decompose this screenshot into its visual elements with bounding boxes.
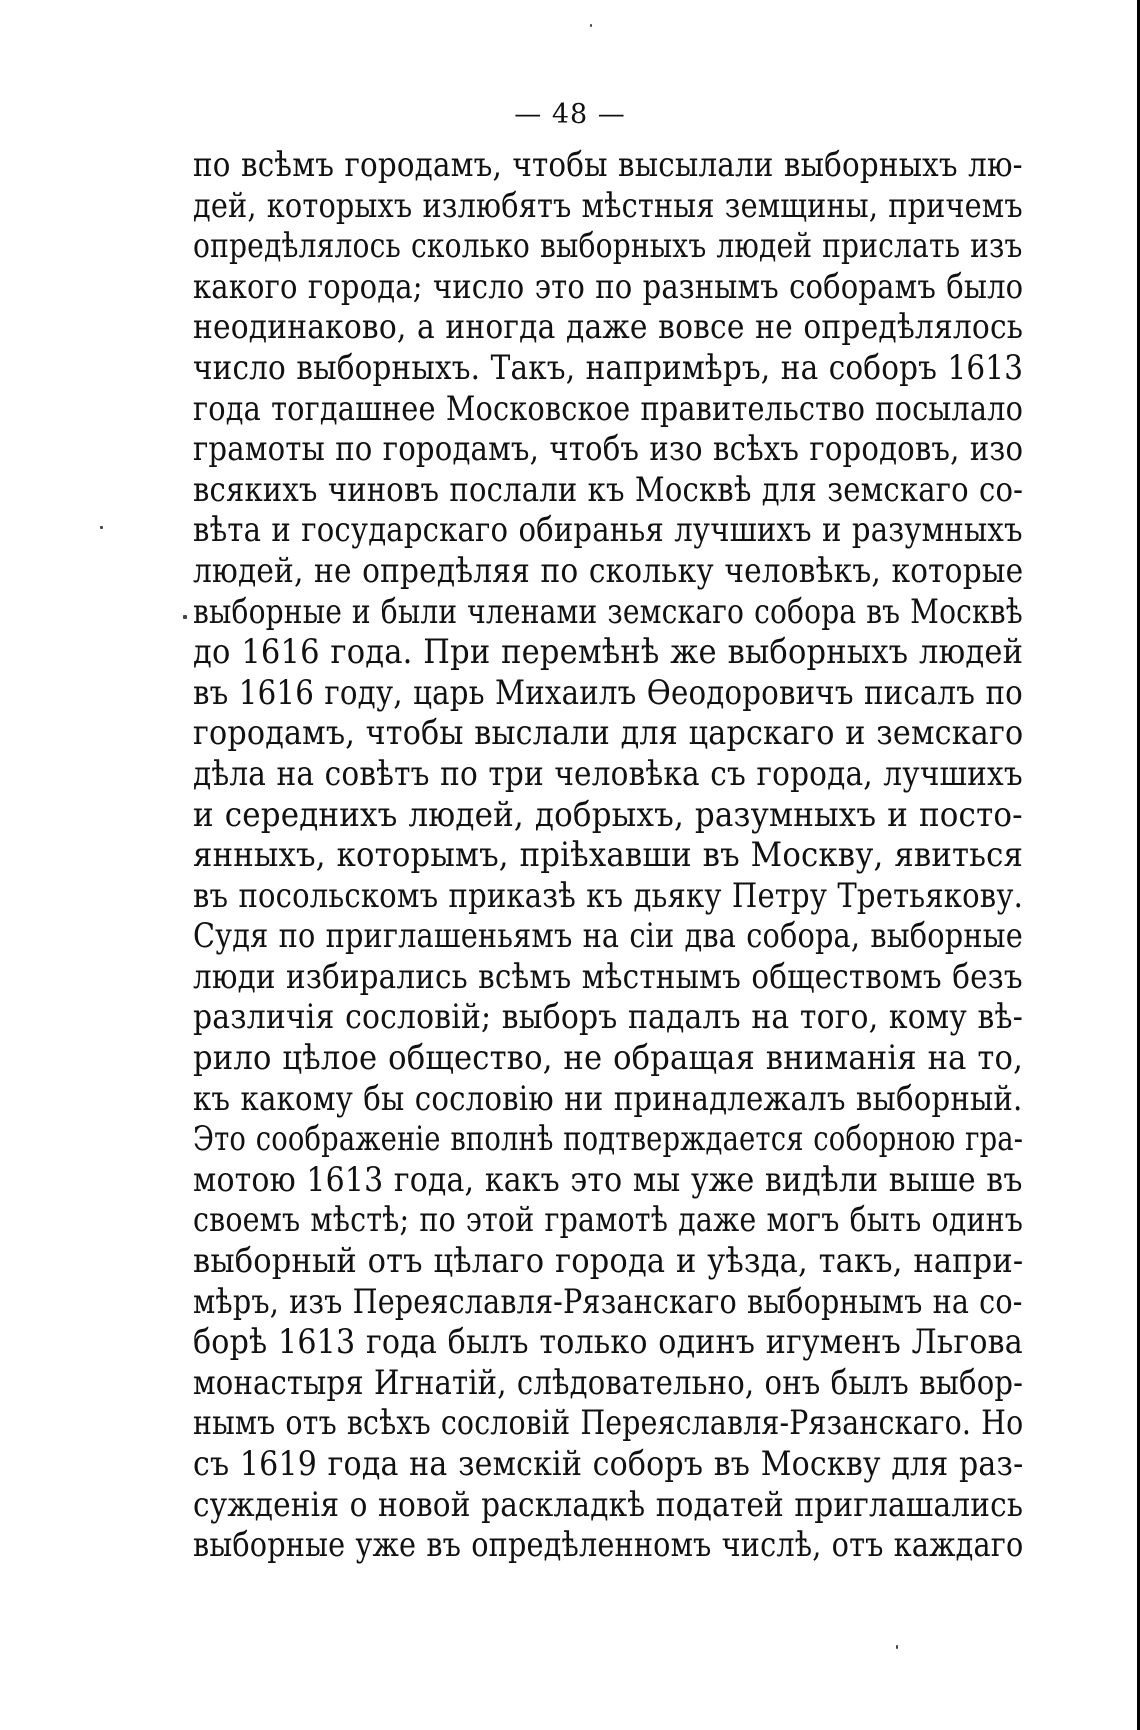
text-line: какого города; число это по разнымъ соборамъ было (193, 266, 1024, 306)
text-line: городамъ, чтобы выслали для царскаго и земскаго (193, 713, 1024, 753)
text-line: людей, не опредѣляя по скольку человѣкъ, которые (193, 550, 1024, 590)
text-line: по всѣмъ городамъ, чтобы высылали выборныхъ лю- (193, 145, 1023, 184)
text-line: мотою 1613 года, какъ это мы уже видѣли выше въ (193, 1159, 1023, 1199)
text-line: дей, которыхъ излюбятъ мѣстныя земщины, причемъ (193, 185, 1023, 225)
text-line: вѣта и государскаго обиранья лучшихъ и разумныхъ (193, 510, 1023, 550)
text-line: съ 1619 года на земскій соборъ въ Москву для раз- (193, 1444, 1024, 1483)
text-line: число выборныхъ. Такъ, напримѣръ, на соборъ 1613 (193, 347, 1024, 387)
text-line: опредѣлялось сколько выборныхъ людей прислать изъ (193, 226, 1023, 266)
text-line: неодинаково, а иногда даже вовсе не опредѣлялось (193, 307, 1024, 347)
text-line: Это соображеніе вполнѣ подтверждается соборною гра- (193, 1119, 1024, 1159)
text-line: нымъ отъ всѣхъ сословій Переяславля-Рязанскаго. Но (193, 1403, 1024, 1443)
text-line: сужденія о новой раскладкѣ податей приглашались (193, 1484, 1024, 1524)
text-line: различія сословій; выборъ падалъ на того, кому вѣ- (193, 997, 1023, 1037)
body-text (193, 145, 1023, 1566)
text-line: до 1616 года. При перемѣнѣ же выборныхъ людей (193, 632, 1024, 672)
text-line: грамоты по городамъ, чтобъ изо всѣхъ городовъ, изо (193, 429, 1024, 469)
text-line: борѣ 1613 года былъ только одинъ игуменъ Льгова (193, 1322, 1023, 1362)
text-line: Судя по приглашеньямъ на сіи два собора, выборные (193, 916, 1023, 956)
scan-speck (100, 526, 103, 529)
text-line: и середнихъ людей, добрыхъ, разумныхъ и посто- (193, 794, 1023, 834)
text-line: въ посольскомъ приказѣ къ дьяку Петру Третьякову. (193, 875, 1024, 915)
scan-speck (590, 24, 592, 27)
text-line: года тогдашнее Московское правительство посылало (193, 388, 1024, 428)
text-line: рило цѣлое общество, не обращая вниманія на то, (193, 1038, 1024, 1078)
text-line: выборные уже въ опредѣленномъ числѣ, отъ каждаго (193, 1525, 1024, 1565)
scan-speck (896, 1645, 898, 1649)
text-line: люди избирались всѣмъ мѣстнымъ обществомъ безъ (193, 956, 1023, 996)
text-line: монастыря Игнатій, слѣдовательно, онъ былъ выбор- (193, 1362, 1024, 1402)
text-line: всякихъ чиновъ послали къ Москвѣ для земскаго со- (193, 469, 1024, 509)
text-line: мѣръ, изъ Переяславля-Рязанскаго выборнымъ на со- (193, 1281, 1023, 1321)
text-line: въ 1616 году, царь Михаилъ Ѳеодоровичъ писалъ по (193, 672, 1023, 712)
page-number: — 48 — (514, 99, 626, 130)
text-line: дѣла на совѣтъ по три человѣка съ города, лучшихъ (193, 753, 1023, 793)
text-line: выборные и были членами земскаго собора въ Москвѣ (193, 591, 1023, 631)
text-line: выборный отъ цѣлаго города и уѣзда, такъ, напри- (193, 1241, 1024, 1281)
text-line: янныхъ, которымъ, пріѣхавши въ Москву, явиться (193, 835, 1024, 875)
scan-speck (183, 615, 187, 619)
text-line: своемъ мѣстѣ; по этой грамотѣ даже могъ быть одинъ (193, 1200, 1024, 1240)
text-line: къ какому бы сословію ни принадлежалъ выборный. (193, 1078, 1023, 1118)
